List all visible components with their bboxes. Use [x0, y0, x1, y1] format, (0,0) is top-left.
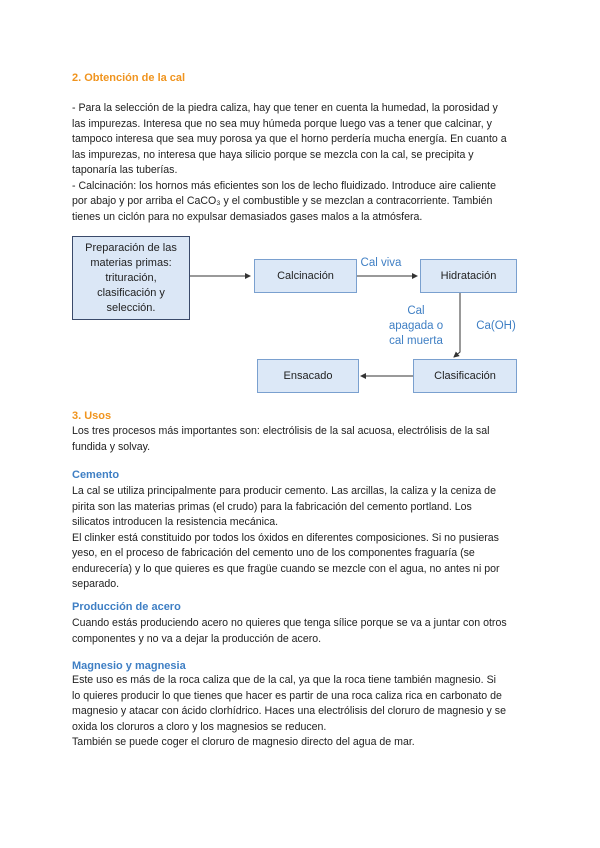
- label-line: Cal: [407, 305, 425, 317]
- text-line: tienes un ciclón para no expulsar demasiados gases malos a la atmósfera.: [72, 210, 423, 223]
- subsection-title-acero: Producción de acero: [72, 601, 181, 613]
- text-line: endurecería) y lo que quieres es que fragüe cuando se mezcle con el agua, no antes ni por: [72, 562, 500, 575]
- section-title-usos: 3. Usos: [72, 410, 112, 422]
- obtencion-paragraph: [72, 101, 528, 225]
- text-line: las impurezas, no interesa que haya silicio porque se mezcla con la cal, se precipita y: [72, 148, 474, 161]
- label-cal-apagada: [380, 304, 452, 349]
- box-hidratacion: Hidratación: [420, 259, 517, 293]
- text-line: El clinker está constituido por todos los óxidos en diferentes composiciones. Si no pusieras: [72, 531, 499, 544]
- text-line: También se puede coger el cloruro de magnesio directo del agua de mar.: [72, 736, 415, 748]
- box-text-line: Preparación de las: [85, 241, 177, 254]
- text-line: Cuando estás produciendo acero no quieres que tenga sílice porque se va a juntar con otros: [72, 617, 507, 629]
- text-line: lo quieres producir lo que tienes que hacer es partir de una roca caliza rica en carbonato de: [72, 689, 502, 702]
- box-ensacado: Ensacado: [257, 359, 359, 393]
- box-calcinacion: Calcinación: [254, 259, 357, 293]
- subsection-title-magnesio: Magnesio y magnesia: [72, 660, 186, 672]
- text-line: magnesio y atacar con ácido clorhídrico. Haces una electrólisis del cloruro de magnesio y se: [72, 705, 506, 717]
- box-clasificacion: Clasificación: [413, 359, 517, 393]
- box-text-line: materias primas:: [90, 256, 172, 269]
- box-text-line: selección.: [106, 301, 156, 314]
- label-cal-viva: Cal viva: [360, 257, 402, 269]
- text-line: las impurezas. Interesa que no sea muy húmeda porque luego vas a tener que calcinar, y: [72, 117, 492, 130]
- text-line: taponaría las tuberías.: [72, 164, 178, 176]
- label-caoh: Ca(OH): [476, 320, 516, 332]
- text-line: separado.: [72, 578, 120, 590]
- label-line: cal muerta: [389, 335, 443, 347]
- section-title-obtencion: 2. Obtención de la cal: [72, 72, 186, 84]
- box-text-line: trituración,: [105, 271, 157, 284]
- label-line: apagada o: [388, 320, 444, 332]
- text-line: yeso, en el proceso de fabricación del cemento uno de los componentes fraguaría (se: [72, 547, 475, 559]
- text-line: La cal se utiliza principalmente para producir cemento. Las arcillas, la caliza y la ceniza de: [72, 485, 496, 497]
- box-text-line: clasificación y: [97, 286, 165, 299]
- text-line: por abajo y por arriba el CaCO₃ y el combustible y se mezclan a contracorriente. También: [72, 195, 493, 207]
- acero-paragraph: [72, 616, 528, 647]
- text-line: silicatos introducen la resistencia mecánica.: [72, 516, 279, 528]
- text-line: Este uso es más de la roca caliza que de la cal, ya que la roca tiene también magnesio. Si: [72, 674, 496, 686]
- text-line: Los tres procesos más importantes son: electrólisis de la sal acuosa, electrólisis de la sal: [72, 425, 490, 437]
- text-line: tampoco interesa que sea muy porosa ya que el horno perdería mucha energía. En cuanto a: [72, 133, 507, 145]
- box-preparacion-materias: [72, 236, 190, 320]
- usos-paragraph: [72, 424, 528, 455]
- magnesio-paragraph: [72, 673, 528, 751]
- text-line: oxida los cloruros a cloro y los magnesios se reducen.: [72, 720, 327, 733]
- text-line: componentes y no va a dejar la producción de acero.: [72, 632, 322, 645]
- arrow-hidratacion-to-clasificacion: [454, 293, 460, 357]
- subsection-title-cemento: Cemento: [72, 469, 120, 481]
- text-line: pirita son las materias primas (el crudo) para la fabricación del cemento portland. Los: [72, 500, 472, 513]
- text-line: - Calcinación: los hornos más eficientes son los de lecho fluidizado. Introduce aire caliente: [72, 179, 496, 192]
- text-line: fundida y solvay.: [72, 440, 151, 453]
- text-line: - Para la selección de la piedra caliza, hay que tener en cuenta la humedad, la porosidad y: [72, 102, 498, 114]
- cemento-paragraph: [72, 484, 528, 593]
